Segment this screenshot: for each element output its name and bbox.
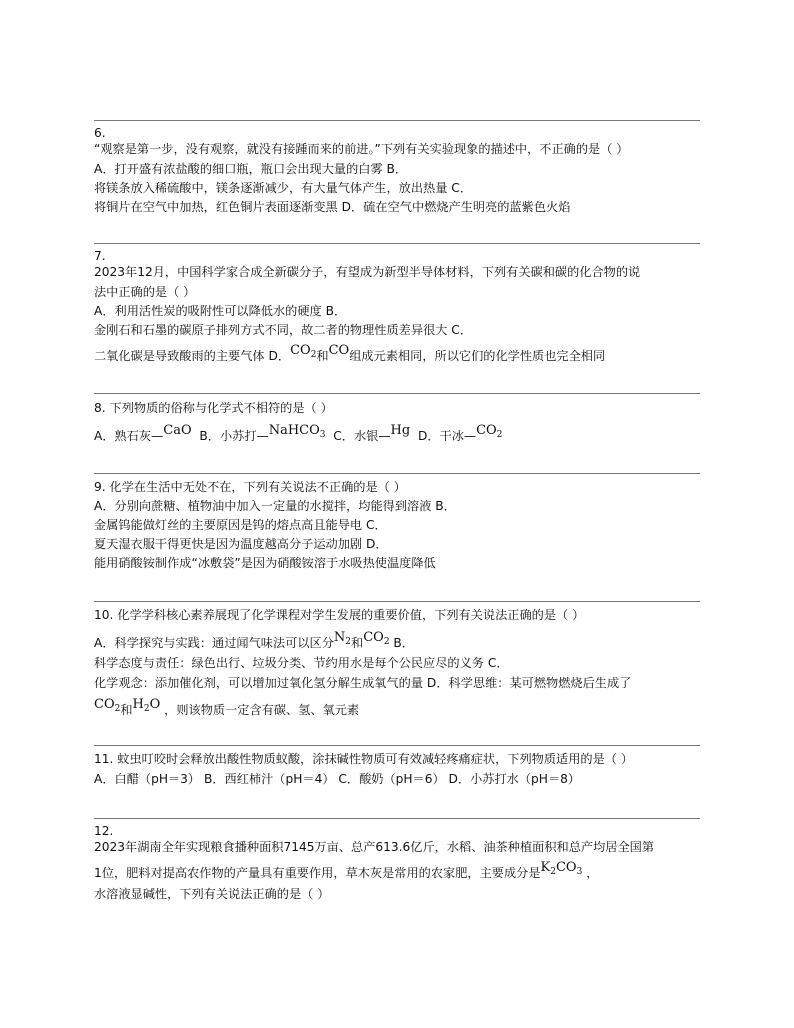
formula-subscript: 2	[383, 637, 390, 647]
option-d: D．干冰—	[417, 429, 477, 443]
option-a: A．熟石灰—	[94, 429, 164, 443]
formula-k2co3	[541, 860, 583, 875]
formula-text: CO	[94, 697, 115, 712]
divider	[94, 473, 700, 474]
option-line-formula	[94, 697, 360, 720]
formula-co2	[363, 630, 389, 645]
formula-subscript: 2	[143, 704, 150, 714]
conjunction: 和	[351, 636, 364, 650]
divider	[94, 120, 700, 121]
option-text: A．科学探究与实践：通过闻气味法可以区分	[94, 636, 334, 650]
option-text: B．	[393, 636, 414, 650]
divider	[94, 393, 700, 394]
question-number: 12.	[94, 824, 114, 838]
option-line: 金刚石和石墨的碳原子排列方式不同，故二者的物理性质差异很大 C．	[94, 323, 473, 337]
formula-hg: Hg	[390, 423, 411, 438]
formula-co: CO	[328, 343, 350, 358]
option-line: A．打开盛有浓盐酸的细口瓶，瓶口会出现大量的白雾 B．	[94, 162, 408, 176]
divider	[94, 745, 700, 746]
formula-text: N	[333, 630, 346, 645]
formula-n2	[334, 630, 351, 645]
formula-subscript: 3	[319, 430, 326, 440]
formula-text: CO	[476, 423, 497, 438]
formula-cao: CaO	[163, 423, 192, 438]
question-stem: “观察是第一步，没有观察，就没有接踵而来的前进。”下列有关实验现象的描述中，不正确的是（ ）	[94, 142, 629, 156]
option-line: A．分别向蔗糖、植物油中加入一定量的水搅拌，均能得到溶液 B．	[94, 499, 456, 513]
conjunction: 和	[120, 703, 133, 717]
question-number: 7.	[94, 249, 106, 263]
question-stem-formula	[94, 860, 599, 883]
question-stem: 2023年12月，中国科学家合成全新碳分子，有望成为新型半导体材料，下列有关碳和碳的化合物的说	[94, 265, 641, 279]
question-stem-cont: 水溶液显碱性，下列有关说法正确的是（ ）	[94, 887, 330, 901]
option-line: 化学观念：添加催化剂，可以增加过氧化氢分解生成氧气的量 D．科学思维：某可燃物燃烧后生成了	[94, 676, 632, 690]
formula-subscript: 2	[310, 350, 317, 360]
options-line: A．白醋（pH＝3） B．西红柿汁（pH＝4） C．酸奶（pH＝6） D．小苏打水（pH＝8）	[94, 772, 581, 786]
option-line: A．利用活性炭的吸附性可以降低水的硬度 B．	[94, 304, 347, 318]
conjunction: 和	[316, 349, 329, 363]
formula-nahco3	[269, 423, 326, 438]
option-b: B．小苏打—	[199, 429, 269, 443]
formula-text: H	[132, 697, 144, 712]
option-line: 金属钨能做灯丝的主要原因是钨的熔点高且能导电 C．	[94, 518, 387, 532]
formula-co2	[476, 423, 502, 438]
stem-text: ，	[586, 866, 599, 880]
formula-text: NaHCO	[268, 423, 320, 438]
option-line: 将镁条放入稀硫酸中，镁条逐渐减少，有大量气体产生，放出热量 C．	[94, 181, 473, 195]
option-text: ，则该物质一定含有碳、氢、氧元素	[164, 703, 360, 717]
option-line-formula	[94, 630, 414, 653]
formula-subscript: 2	[345, 637, 352, 647]
question-stem: 8. 下列物质的俗称与化学式不相符的是（ ）	[94, 401, 333, 415]
question-stem: 10. 化学学科核心素养展现了化学课程对学生发展的重要价值，下列有关说法正确的是（ ）	[94, 608, 585, 622]
question-stem: 2023年湖南全年实现粮食播种面积7145万亩、总产613.6亿斤，水稻、油茶种植面积和总产均居全国第	[94, 840, 655, 854]
question-number: 6.	[94, 126, 106, 140]
formula-h2o	[133, 697, 161, 712]
option-line: 科学态度与责任：绿色出行、垃圾分类、节约用水是每个公民应尽的义务 C．	[94, 656, 509, 670]
option-text: 二氧化碳是导致酸雨的主要气体 D．	[94, 349, 291, 363]
question-stem: 9. 化学在生活中无处不在，下列有关说法不正确的是（ ）	[94, 480, 406, 494]
formula-text: CO	[363, 630, 384, 645]
stem-text: 1位，肥料对提高农作物的产量具有重要作用，草木灰是常用的农家肥，主要成分是	[94, 866, 541, 880]
question-stem: 11. 蚊虫叮咬时会释放出酸性物质蚁酸，涂抹碱性物质可有效减轻疼痛症状，下列物质适用的是（ ）	[94, 752, 634, 766]
question-stem-cont: 法中正确的是（ ）	[94, 285, 196, 299]
formula-subscript: 3	[576, 867, 583, 877]
formula-co2	[94, 697, 120, 712]
option-line-formula	[94, 343, 606, 366]
option-c: C．水银—	[333, 429, 391, 443]
formula-text: O	[149, 697, 161, 712]
option-line: 能用硝酸铵制作成“冰敷袋”是因为硝酸铵溶于水吸热使温度降低	[94, 556, 436, 570]
option-text: 组成元素相同，所以它们的化学性质也完全相同	[349, 349, 606, 363]
formula-subscript: 2	[550, 867, 556, 877]
divider	[94, 818, 700, 819]
formula-text: CO	[555, 860, 577, 875]
formula-subscript: 2	[114, 704, 121, 714]
divider	[94, 601, 700, 602]
option-line: 夏天湿衣服干得更快是因为温度越高分子运动加剧 D．	[94, 537, 388, 551]
divider	[94, 243, 700, 244]
option-line: 将铜片在空气中加热，红色铜片表面逐渐变黑 D．硫在空气中燃烧产生明亮的蓝紫色火焰	[94, 200, 571, 214]
formula-subscript: 2	[496, 430, 503, 440]
options-line	[94, 423, 503, 446]
formula-co2	[290, 343, 316, 358]
formula-text: CO	[290, 343, 311, 358]
formula-text: K	[540, 860, 551, 875]
